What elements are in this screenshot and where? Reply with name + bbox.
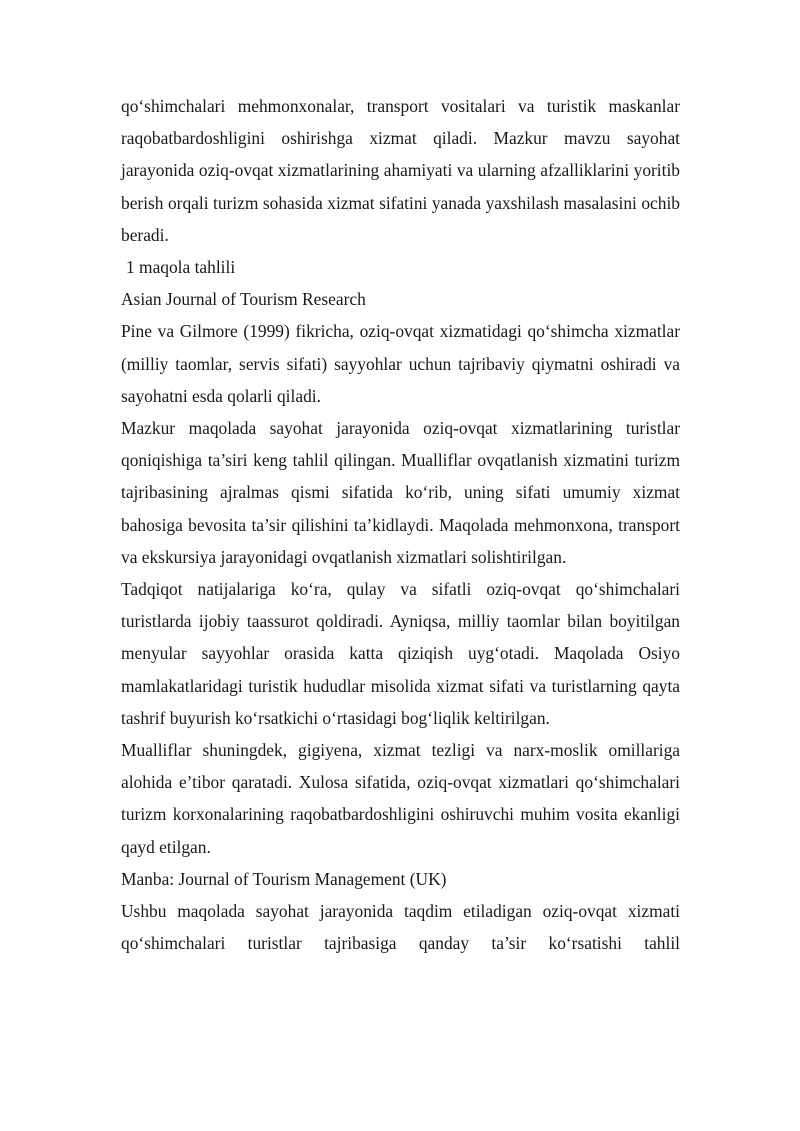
paragraph-pine-gilmore: Pine va Gilmore (1999) fikricha, oziq-ovqat xizmatidagi qo‘shimcha xizmatlar (milliy taomlar, servis sifati) sayyohlar uchun tajribaviy qiymatni oshiradi va sayohatni esda qolarli qiladi. (121, 321, 680, 406)
source-citation: Manba: Journal of Tourism Management (UK) (121, 868, 447, 889)
paragraph-intro-continued: qo‘shimchalari mehmonxonalar, transport vositalari va turistik maskanlar raqobatbardoshligini oshirishga xizmat qiladi. Mazkur mavzu sayohat jarayonida oziq-ovqat xizmatlarining ahamiyati va ularning afzalliklarini yoritib berish orqali turizm sohasida xizmat sifatini yanada yaxshilash masalasini ochib beradi. (121, 96, 680, 245)
paragraph-article-overview: Mazkur maqolada sayohat jarayonida oziq-ovqat xizmatlarining turistlar qoniqishiga ta’siri keng tahlil qilingan. Mualliflar ovqatlanish xizmatini turizm tajribasining ajralmas qismi sifatida ko‘rib, uning sifati umumiy xizmat bahosiga bevosita ta’sir qilishini ta’kidlaydi. Maqolada mehmonxona, transport va ekskursiya jarayonidagi ovqatlanish xizmatlari solishtirilgan. (121, 418, 680, 567)
document-body (121, 90, 680, 959)
paragraph-authors-conclusion: Mualliflar shuningdek, gigiyena, xizmat tezligi va narx-moslik omillariga alohida e’tibor qaratadi. Xulosa sifatida, oziq-ovqat xizmatlari qo‘shimchalari turizm korxonalarining raqobatbardoshligini oshiruvchi muhim vosita ekanligi qayd etilgan. (121, 740, 680, 857)
section-heading-article-1: 1 maqola tahlili (126, 257, 236, 278)
journal-title: Asian Journal of Tourism Research (121, 289, 366, 310)
paragraph-second-article: Ushbu maqolada sayohat jarayonida taqdim etiladigan oziq-ovqat xizmati qo‘shimchalari turistlar tajribasiga qanday ta’sir ko‘rsatishi tahlil (121, 901, 680, 954)
paragraph-research-results: Tadqiqot natijalariga ko‘ra, qulay va sifatli oziq-ovqat qo‘shimchalari turistlarda ijobiy taassurot qoldiradi. Ayniqsa, milliy taomlar bilan boyitilgan menyular sayyohlar orasida katta qiziqish uyg‘otadi. Maqolada Osiyo mamlakatlaridagi turistik hududlar misolida xizmat sifati va turistlarning qayta tashrif buyurish ko‘rsatkichi o‘rtasidagi bog‘liqlik keltirilgan. (121, 579, 680, 728)
